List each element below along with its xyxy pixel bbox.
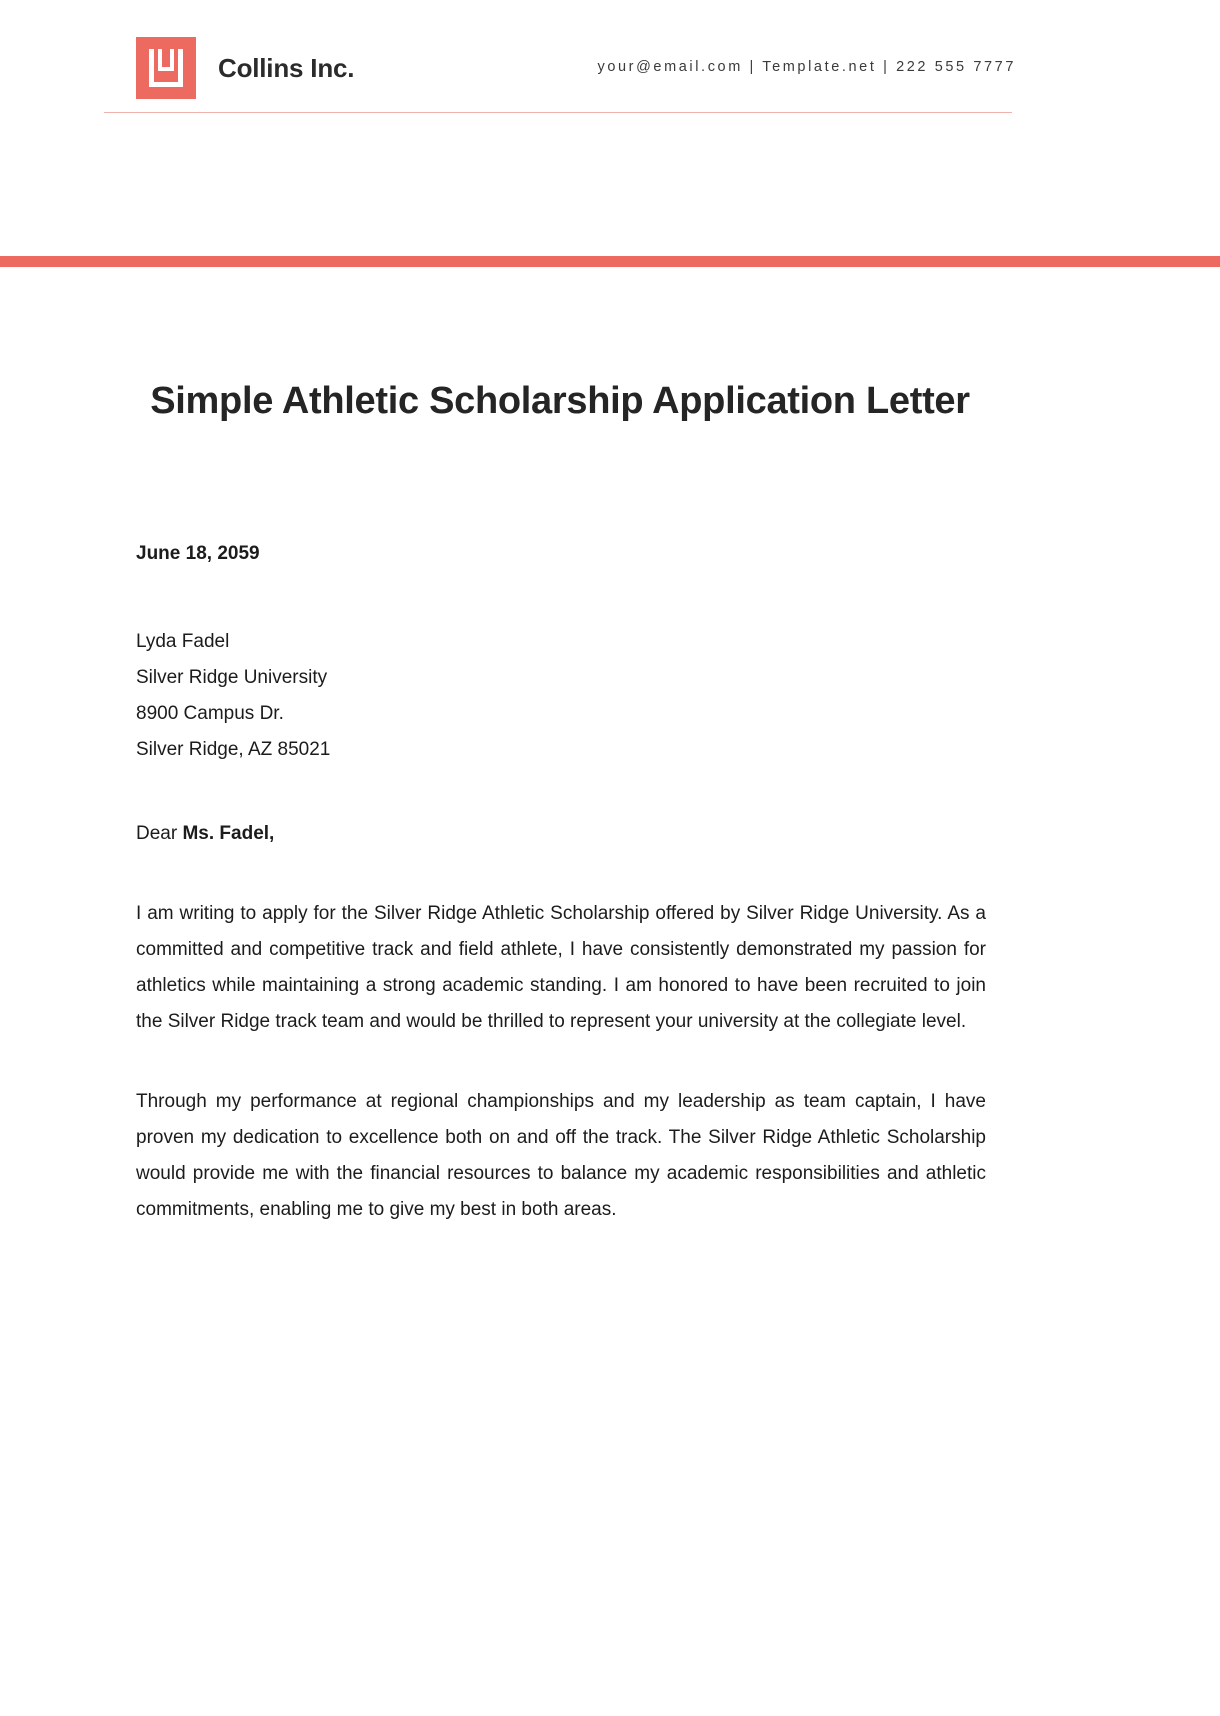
address-line: Lyda Fadel (136, 631, 230, 652)
recipient-address (136, 624, 986, 768)
page-title: Simple Athletic Scholarship Application Letter (150, 380, 970, 422)
address-line: 8900 Campus Dr. (136, 703, 284, 724)
header-divider (104, 112, 1012, 113)
address-line: Silver Ridge, AZ 85021 (136, 739, 331, 760)
address-line: Silver Ridge University (136, 667, 328, 688)
body-paragraph-2: Through my performance at regional championships and my leadership as team captain, I have proven my dedication to excellence both on and off the track. The Silver Ridge Athletic Scholarship would provide me with the financial resources to balance my academic responsibilities and athletic commitments, enabling me to give my best in both areas. (136, 1091, 986, 1220)
collins-square-logo-icon (136, 37, 196, 99)
salutation-prefix: Dear (136, 823, 183, 844)
accent-bar (0, 256, 1220, 267)
salutation-recipient: Ms. Fadel, (182, 823, 275, 844)
body-paragraph-1: I am writing to apply for the Silver Ridge Athletic Scholarship offered by Silver Ridge University. As a committed and competitive track and field athlete, I have consistently demonstrated my passion for athletics while maintaining a strong academic standing. I am honored to have been recruited to join the Silver Ridge track team and would be thrilled to represent your university at the collegiate level. (136, 903, 986, 1032)
contact-info: your@email.com | Template.net | 222 555 7777 (597, 59, 1016, 75)
letterhead (136, 32, 1016, 104)
letter-date: June 18, 2059 (136, 543, 260, 564)
salutation (136, 820, 986, 848)
company-name: Collins Inc. (218, 52, 355, 83)
logo-inner-bracket-icon (158, 49, 174, 71)
letter-content (136, 540, 986, 1247)
brand-block (136, 37, 354, 99)
